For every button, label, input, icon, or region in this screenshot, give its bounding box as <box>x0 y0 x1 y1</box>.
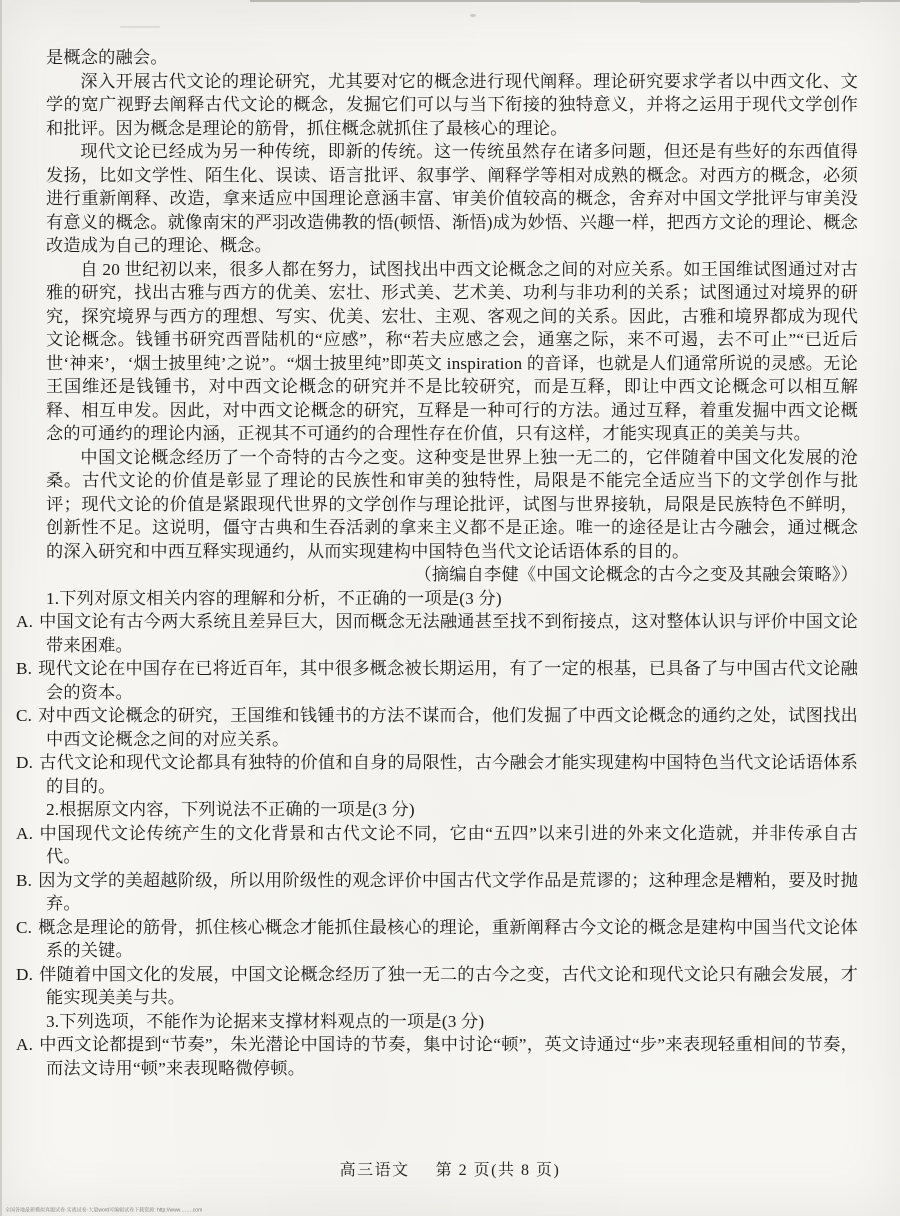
scan-speck <box>470 14 476 17</box>
option-text: 中国现代文论传统产生的文化背景和古代文论不同，它由“五四”以来引进的外来文化造就，并非传承自古代。 <box>39 823 858 866</box>
option-text: 伴随着中国文化的发展，中国文论概念经历了独一无二的古今之变，古代文论和现代文论只有融会发展，才能实现美美与共。 <box>39 964 858 1007</box>
option-label: A. <box>16 1035 34 1054</box>
question-3 <box>16 1010 858 1081</box>
question-stem-text: 下列对原文相关内容的理解和分析，不正确的一项是(3 分) <box>59 588 502 608</box>
question-stem-text: 根据原文内容，下列说法不正确的一项是(3 分) <box>59 800 415 819</box>
print-note: 全国各地最新模拟真题试卷·实战试卷·大量word可编辑试卷下载资源: http://www.…….com <box>5 1207 203 1213</box>
option-text: 因为文学的美超越阶级，所以用阶级性的观念评价中国古代文学作品是荒谬的；这种理念是糟粕，要及时抛弃。 <box>38 870 858 913</box>
question-2-stem <box>46 798 858 822</box>
question-2-option-a <box>16 822 858 869</box>
option-text: 概念是理论的筋骨，抓住核心概念才能抓住最核心的理论，重新阐释古今文论的概念是建构中国当代文论体系的关键。 <box>38 917 858 960</box>
question-2-option-c <box>16 916 858 963</box>
passage-paragraph: 深入开展古代文论的理论研究，尤其要对它的概念进行现代阐释。理论研究要求学者以中西文化、文学的宽广视野去阐释古代文论的概念，发掘它们可以与当下衔接的独特意义，并将之运用于现代文学创作和批评。因为概念是理论的筋骨，抓住概念就抓住了最核心的理论。 <box>46 71 858 138</box>
question-number: 2. <box>46 800 60 819</box>
question-2-option-d <box>16 963 858 1010</box>
option-label: B. <box>16 659 33 678</box>
question-2-option-b <box>16 869 858 916</box>
option-text: 中国文论有古今两大系统且差异巨大，因而概念无法融通甚至找不到衔接点，这对整体认识与评价中国文论带来困难。 <box>39 612 858 655</box>
option-label: C. <box>16 917 33 937</box>
question-1-option-c <box>16 704 858 751</box>
question-1-option-a <box>16 610 858 657</box>
option-text: 现代文论在中国存在已将近百年，其中很多概念被长期运用，有了一定的根基，已具备了与中国古代文论融会的资本。 <box>38 659 858 702</box>
option-text: 对中西文论概念的研究，王国维和钱锺书的方法不谋而合，他们发掘了中西文论概念的通约之处，试图找出中西文论概念之间的对应关系。 <box>38 706 858 749</box>
option-label: B. <box>16 870 33 890</box>
scan-speck <box>120 26 160 28</box>
option-label: C. <box>16 706 33 725</box>
passage-paragraph: 中国文论概念经历了一个奇特的古今之变。这种变是世界上独一无二的，它伴随着中国文化发展的沧桑。古代文论的价值是彰显了理论的民族性和审美的独特性，局限是不能完全适应当下的文学创作与批评；现代文论的价值是紧跟现代世界的文学创作与理论批评，试图与世界接轨，局限是民族特色不鲜明，创新性不足。这说明，僵守古典和生吞活剥的拿来主义都不是正途。唯一的途径是让古今融会，通过概念的深入研究和中西互释实现通约，从而实现建构中国特色当代文论话语体系的目的。 <box>46 447 858 561</box>
question-number: 1. <box>46 588 60 608</box>
question-1-stem <box>46 587 858 611</box>
course-label: 高三语文 <box>339 1162 410 1179</box>
option-label: D. <box>16 964 34 984</box>
question-2 <box>16 798 858 1010</box>
question-3-option-a <box>16 1033 858 1080</box>
question-1 <box>16 587 858 799</box>
option-label: A. <box>16 612 34 631</box>
option-text: 中西文论都提到“节奏”，朱光潜论中国诗的节奏，集中讨论“顿”，英文诗通过“步”来表现轻重相间的节奏，而法文诗用“顿”来表现略微停顿。 <box>39 1035 858 1078</box>
question-1-option-b <box>16 657 858 704</box>
option-label: A. <box>16 823 34 843</box>
question-stem-text: 下列选项，不能作为论据来支撑材料观点的一项是(3 分) <box>59 1011 485 1031</box>
page-footer <box>0 1157 900 1180</box>
passage-paragraph: 自 20 世纪初以来，很多人都在努力，试图找出中西文论概念之间的对应关系。如王国维试图通过对古雅的研究，找出古雅与西方的优美、宏壮、形式美、艺术美、功利与非功利的关系；试图通过对境界的研究，探究境界与西方的理想、写实、优美、宏壮、主观、客观之间的关系。因此，古雅和境界都成为现代文论概念。钱锺书研究西晋陆机的“应感”，称“若夫应感之会，通塞之际，来不可遏，去不可止”“已近后世‘神来’，‘烟士披里纯’之说”。“烟士披里纯”即英文 inspiration 的音译，也就是人们通常所说的灵感。无论王国维还是钱锺书，对中西文论概念的研究并不是比较研究，而是互释，即让中西文论概念可以相互解释、相互申发。因此，对中西文论概念的研究，互释是一种可行的方法。通过互释，着重发掘中西文论概念的可通约的理论内涵，正视其不可通约的合理性存在价值，只有这样，才能实现真正的美美与共。 <box>46 259 858 443</box>
option-label: D. <box>16 753 34 772</box>
page-number: 第 2 页(共 8 页) <box>435 1162 561 1179</box>
passage-continuation-line: 是概念的融会。 <box>46 48 168 67</box>
passage-paragraph: 现代文论已经成为另一种传统，即新的传统。这一传统虽然存在诸多问题，但还是有些好的东西值得发扬，比如文学性、陌生化、误读、语言批评、叙事学、阐释学等相对成熟的概念。对西方的概念，必须进行重新阐释、改造，拿来适应中国理论意涵丰富、审美价值较高的概念，舍弃对中国文学批评与审美没有意义的概念。就像南宋的严羽改造佛教的悟(顿悟、渐悟)成为妙悟、兴趣一样，把西方文论的理论、概念改造成为自己的理论、概念。 <box>46 142 858 255</box>
question-number: 3. <box>46 1011 60 1031</box>
passage-and-questions <box>16 46 858 1080</box>
scan-artifact-left-edge <box>0 0 2 1216</box>
scan-artifact-top-edge-2 <box>640 2 860 3</box>
question-3-stem <box>46 1010 858 1034</box>
question-1-option-d <box>16 751 858 798</box>
source-attribution: （摘编自李健《中国文论概念的古今之变及其融会策略》） <box>414 565 858 584</box>
option-text: 古代文论和现代文论都具有独特的价值和自身的局限性，古今融会才能实现建构中国特色当代文论话语体系的目的。 <box>39 753 858 796</box>
